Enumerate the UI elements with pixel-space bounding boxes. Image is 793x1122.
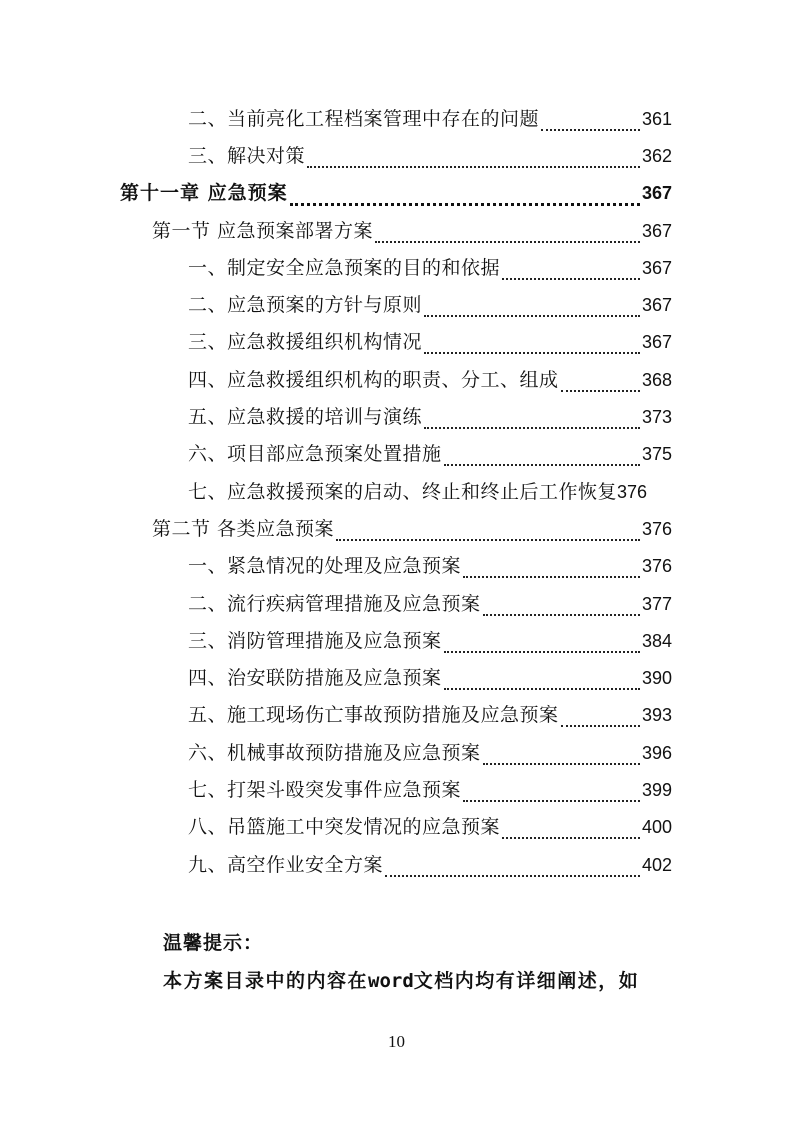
- toc-entry[interactable]: [0, 697, 793, 734]
- toc-entry-page: 390: [641, 668, 672, 689]
- toc-entry-title: 二、流行疾病管理措施及应急预案: [188, 592, 481, 615]
- toc-entry-title: 二、当前亮化工程档案管理中存在的问题: [188, 107, 540, 130]
- tip-heading: 温馨提示：: [163, 932, 264, 954]
- toc-entry-title: 五、应急救援的培训与演练: [188, 406, 423, 429]
- toc-dot-leader: [424, 409, 640, 429]
- tip-body-word: word: [368, 970, 414, 992]
- toc-dot-leader: [424, 334, 640, 354]
- toc-dot-leader: [424, 297, 640, 317]
- toc-entry-title: 二、应急预案的方针与原则: [188, 294, 423, 317]
- toc-entry-page: 367: [641, 295, 672, 316]
- toc-section-entry[interactable]: [0, 510, 793, 547]
- toc-entry-page: 393: [641, 705, 672, 726]
- toc-entry-page: 376: [641, 556, 672, 577]
- toc-entry[interactable]: [0, 286, 793, 323]
- toc-dot-leader: [483, 596, 640, 616]
- toc-entry-page: 368: [641, 369, 672, 390]
- toc-entry[interactable]: [0, 249, 793, 286]
- toc-entry-title: 九、高空作业安全方案: [188, 853, 384, 876]
- toc-section-title: 第一节 应急预案部署方案: [152, 219, 374, 242]
- toc-entry[interactable]: [0, 100, 793, 137]
- toc-entry-title: 五、施工现场伤亡事故预防措施及应急预案: [188, 704, 559, 727]
- toc-dot-leader: [444, 446, 640, 466]
- toc-chapter-page: 367: [641, 183, 672, 204]
- toc-section-page: 367: [641, 220, 672, 241]
- toc-entry[interactable]: [0, 361, 793, 398]
- toc-dot-leader: [463, 782, 640, 802]
- toc-entry[interactable]: [0, 324, 793, 361]
- tip-body: [163, 966, 683, 993]
- toc-entry-title: 四、治安联防措施及应急预案: [188, 667, 442, 690]
- toc-entry-title: 一、制定安全应急预案的目的和依据: [188, 256, 501, 279]
- toc-dot-leader: [541, 111, 640, 131]
- toc-dot-leader: [561, 372, 640, 392]
- toc-entry-page: 396: [641, 742, 672, 763]
- toc-entry-title: 六、机械事故预防措施及应急预案: [188, 741, 481, 764]
- toc-dot-leader: [385, 857, 640, 877]
- toc-entry-page: 373: [641, 407, 672, 428]
- toc-entry-title: 三、应急救援组织机构情况: [188, 331, 423, 354]
- toc-section-page: 376: [641, 518, 672, 539]
- table-of-contents: [0, 100, 793, 883]
- toc-entry[interactable]: [0, 771, 793, 808]
- toc-entry[interactable]: [0, 734, 793, 771]
- toc-dot-leader: [290, 185, 640, 206]
- toc-dot-leader: [375, 223, 640, 243]
- toc-entry-page: 399: [641, 779, 672, 800]
- toc-dot-leader: [307, 148, 640, 168]
- toc-dot-leader: [336, 521, 640, 541]
- tip-body-text-after: 文档内均有详细阐述，如: [413, 970, 640, 992]
- toc-entry-title: 一、紧急情况的处理及应急预案: [188, 555, 462, 578]
- toc-entry-title: 八、吊篮施工中突发情况的应急预案: [188, 816, 501, 839]
- toc-entry-title: 四、应急救援组织机构的职责、分工、组成: [188, 368, 559, 391]
- toc-entry[interactable]: [0, 137, 793, 174]
- toc-dot-leader: [502, 260, 640, 280]
- toc-entry-page: 402: [641, 854, 672, 875]
- toc-entry[interactable]: [0, 659, 793, 696]
- toc-entry-page: 400: [641, 817, 672, 838]
- toc-entry[interactable]: [0, 473, 793, 510]
- toc-entry-page: 375: [641, 444, 672, 465]
- toc-entry[interactable]: [0, 548, 793, 585]
- toc-entry-page: 361: [641, 108, 672, 129]
- toc-section-title: 第二节 各类应急预案: [152, 517, 335, 540]
- tip-body-text-before: 本方案目录中的内容在: [163, 970, 369, 992]
- page-number: 10: [388, 1032, 405, 1051]
- toc-entry-page: 376: [617, 481, 648, 502]
- toc-dot-leader: [483, 745, 640, 765]
- toc-entry-title: 七、应急救援预案的启动、终止和终止后工作恢复: [188, 480, 618, 503]
- toc-entry-page: 377: [641, 593, 672, 614]
- toc-chapter-title: 第十一章 应急预案: [120, 182, 288, 205]
- toc-entry-title: 六、项目部应急预案处置措施: [188, 443, 442, 466]
- toc-entry-title: 三、解决对策: [188, 144, 306, 167]
- toc-dot-leader: [561, 707, 640, 727]
- toc-section-entry[interactable]: [0, 212, 793, 249]
- toc-entry[interactable]: [0, 398, 793, 435]
- toc-dot-leader: [444, 633, 640, 653]
- toc-entry-page: 384: [641, 630, 672, 651]
- toc-entry-title: 三、消防管理措施及应急预案: [188, 629, 442, 652]
- toc-dot-leader: [463, 558, 640, 578]
- toc-entry-title: 七、打架斗殴突发事件应急预案: [188, 778, 462, 801]
- toc-dot-leader: [502, 819, 640, 839]
- toc-entry[interactable]: [0, 846, 793, 883]
- toc-dot-leader: [444, 670, 640, 690]
- toc-entry[interactable]: [0, 585, 793, 622]
- toc-entry[interactable]: [0, 436, 793, 473]
- toc-entry-page: 367: [641, 332, 672, 353]
- toc-entry-page: 362: [641, 145, 672, 166]
- toc-chapter-entry[interactable]: [0, 175, 793, 212]
- toc-entry[interactable]: [0, 622, 793, 659]
- toc-entry[interactable]: [0, 809, 793, 846]
- toc-entry-page: 367: [641, 257, 672, 278]
